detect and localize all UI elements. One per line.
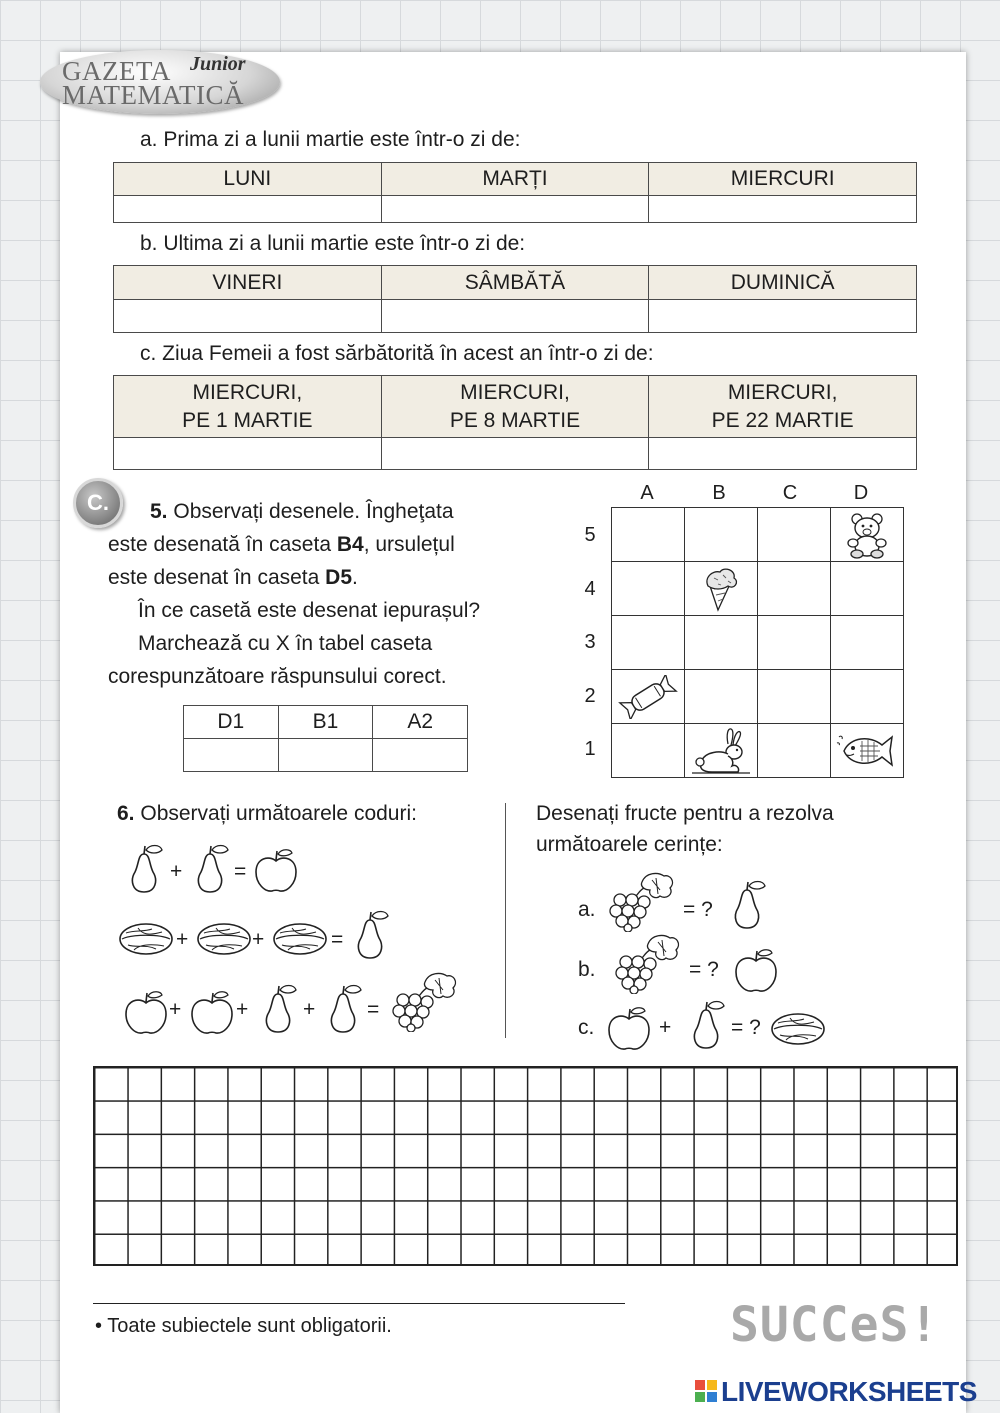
vertical-separator bbox=[505, 803, 506, 1038]
exercise5-text-1: Observați desenele. Îngheţata bbox=[173, 500, 454, 523]
grid-cell-d2 bbox=[831, 670, 904, 724]
equals-sign: = bbox=[367, 998, 380, 1021]
footer-divider bbox=[93, 1303, 625, 1304]
option-c-2-line2: PE 8 MARTIE bbox=[449, 408, 581, 432]
grid-row-5: 5 bbox=[584, 524, 596, 546]
answer-option-d1: D1 bbox=[184, 706, 279, 739]
grid-cell-b5 bbox=[685, 508, 758, 562]
option-c-1 bbox=[114, 376, 382, 438]
task-b-label: b. bbox=[578, 958, 596, 981]
walnut-icon bbox=[272, 922, 328, 956]
liveworksheets-logo-icon bbox=[695, 1380, 717, 1402]
option-c-1-line2: PE 1 MARTIE bbox=[182, 408, 313, 432]
ice-cream-icon bbox=[696, 564, 746, 614]
grid-cell-d1 bbox=[831, 724, 904, 778]
equals-sign: = bbox=[331, 928, 344, 951]
answer-cell-b-3[interactable] bbox=[649, 300, 917, 333]
grid-cell-a4 bbox=[612, 562, 685, 616]
logo-line2: MATEMATICĂ bbox=[62, 80, 245, 110]
plus-sign: + bbox=[236, 998, 249, 1021]
pear-icon bbox=[323, 982, 363, 1034]
question-b-table bbox=[113, 265, 917, 333]
apple-icon bbox=[253, 846, 299, 894]
answer-cell-c-2[interactable] bbox=[381, 438, 649, 470]
option-b-duminica: DUMINICĂ bbox=[649, 266, 917, 300]
grid-cell-c2 bbox=[758, 670, 831, 724]
logo-script: Junior bbox=[190, 53, 246, 75]
answer-option-a2: A2 bbox=[373, 706, 468, 739]
answer-cell-d1[interactable] bbox=[184, 739, 279, 772]
pear-icon bbox=[350, 908, 390, 960]
exercise5-period: . bbox=[352, 566, 358, 589]
exercise6-title-text: Observați următoarele coduri: bbox=[140, 802, 417, 825]
question-a-text: a. Prima zi a lunii martie este într-o zi de: bbox=[140, 128, 521, 151]
grid-row-2: 2 bbox=[584, 685, 596, 707]
exercise5-b4: B4 bbox=[336, 533, 364, 556]
exercise5-text-4: este desenat în caseta bbox=[108, 566, 326, 589]
exercise5-instruction-2: corespunzătoare răspunsului corect. bbox=[108, 665, 447, 688]
apple-icon bbox=[189, 988, 235, 1036]
plus-sign: + bbox=[659, 1016, 672, 1039]
apple-icon bbox=[123, 988, 169, 1036]
grid-row-4: 4 bbox=[584, 578, 596, 600]
walnut-icon bbox=[196, 922, 252, 956]
grid-cell-b1 bbox=[685, 724, 758, 778]
option-c-1-line1: MIERCURI, bbox=[192, 380, 303, 404]
plus-sign: + bbox=[252, 928, 265, 951]
plus-sign: + bbox=[169, 998, 182, 1021]
question-a-table bbox=[113, 162, 917, 223]
pear-icon bbox=[124, 842, 164, 894]
answer-cell-a2[interactable] bbox=[373, 739, 468, 772]
answer-cell-c-3[interactable] bbox=[649, 438, 917, 470]
task-c-question: = ? bbox=[731, 1016, 761, 1039]
grid-row-1: 1 bbox=[584, 738, 596, 760]
option-c-2 bbox=[381, 376, 649, 438]
option-c-3-line1: MIERCURI, bbox=[727, 380, 838, 404]
task-a-question: = ? bbox=[683, 898, 713, 921]
pear-icon bbox=[190, 842, 230, 894]
answer-cell-c-1[interactable] bbox=[114, 438, 382, 470]
grid-cell-a1 bbox=[612, 724, 685, 778]
apple-icon bbox=[606, 1004, 652, 1052]
teddy-bear-icon bbox=[840, 511, 894, 559]
option-c-3 bbox=[649, 376, 917, 438]
pear-icon bbox=[258, 982, 298, 1034]
answer-cell-b1[interactable] bbox=[278, 739, 373, 772]
grid-cell-d4 bbox=[831, 562, 904, 616]
option-a-luni: LUNI bbox=[114, 163, 382, 196]
fish-icon bbox=[836, 729, 898, 773]
exercise5-line1 bbox=[108, 495, 548, 528]
grid-cell-a5 bbox=[612, 508, 685, 562]
walnut-icon bbox=[118, 922, 174, 956]
option-b-sambata: SÂMBĂTĂ bbox=[381, 266, 649, 300]
answer-cell-a-2[interactable] bbox=[381, 196, 649, 223]
task-a-label: a. bbox=[578, 898, 596, 921]
exercise5-d5: D5 bbox=[325, 566, 353, 589]
grapes-icon bbox=[606, 870, 676, 932]
grid-cell-b4 bbox=[685, 562, 758, 616]
candy-icon bbox=[617, 675, 679, 719]
grid-cell-b2 bbox=[685, 670, 758, 724]
answer-cell-b-2[interactable] bbox=[381, 300, 649, 333]
gazeta-logo bbox=[40, 50, 280, 114]
grid-cell-c4 bbox=[758, 562, 831, 616]
bunny-icon bbox=[690, 726, 752, 776]
grid-cell-c5 bbox=[758, 508, 831, 562]
grid-col-b: B bbox=[712, 482, 726, 504]
answer-cell-b-1[interactable] bbox=[114, 300, 382, 333]
footer-note: • Toate subiectele sunt obligatorii. bbox=[95, 1315, 392, 1337]
exercise6-right-title-2: următoarele cerințe: bbox=[536, 833, 723, 856]
exercise6-number: 6. bbox=[117, 802, 135, 825]
exercise5-text bbox=[108, 495, 548, 693]
answer-cell-a-3[interactable] bbox=[649, 196, 917, 223]
exercise6-right-title-1: Desenați fructe pentru a rezolva bbox=[536, 802, 834, 825]
grid-col-d: D bbox=[853, 482, 869, 504]
grid-col-a: A bbox=[640, 482, 654, 504]
liveworksheets-text: LIVEWORKSHEETS bbox=[721, 1376, 977, 1407]
equals-sign: = bbox=[234, 860, 247, 883]
answer-option-b1: B1 bbox=[278, 706, 373, 739]
option-b-vineri: VINERI bbox=[114, 266, 382, 300]
grid-cell-c1 bbox=[758, 724, 831, 778]
walnut-icon bbox=[770, 1012, 826, 1046]
grid-cell-a3 bbox=[612, 616, 685, 670]
answer-cell-a-1[interactable] bbox=[114, 196, 382, 223]
plus-sign: + bbox=[170, 860, 183, 883]
apple-icon bbox=[733, 946, 779, 994]
exercise5-line3 bbox=[108, 561, 548, 594]
grid-cell-c3 bbox=[758, 616, 831, 670]
picture-grid bbox=[611, 507, 904, 778]
grid-col-c: C bbox=[782, 482, 798, 504]
pear-icon bbox=[686, 998, 726, 1050]
question-c-table bbox=[113, 375, 917, 470]
option-c-2-line1: MIERCURI, bbox=[460, 380, 570, 404]
task-c-label: c. bbox=[578, 1016, 595, 1039]
option-a-marti: MARȚI bbox=[381, 163, 649, 196]
exercise5-answer-table bbox=[183, 705, 468, 772]
grapes-icon bbox=[389, 970, 459, 1032]
succes-text: SUCCeS! bbox=[730, 1297, 940, 1353]
option-a-miercuri: MIERCURI bbox=[649, 163, 917, 196]
question-c-text: c. Ziua Femeii a fost sărbătorită în acest an într-o zi de: bbox=[140, 342, 654, 365]
plus-sign: + bbox=[303, 998, 316, 1021]
pear-icon bbox=[727, 878, 767, 930]
section-badge: C. bbox=[73, 478, 123, 528]
task-b-question: = ? bbox=[689, 958, 719, 981]
grid-cell-a2 bbox=[612, 670, 685, 724]
drawing-grid[interactable] bbox=[93, 1066, 958, 1266]
exercise5-question: În ce casetă este desenat iepurașul? bbox=[138, 599, 481, 622]
grid-cell-b3 bbox=[685, 616, 758, 670]
logo-line1: GAZETA bbox=[62, 56, 171, 86]
grid-cell-d5 bbox=[831, 508, 904, 562]
option-c-3-line2: PE 22 MARTIE bbox=[711, 408, 854, 432]
grid-cell-d3 bbox=[831, 616, 904, 670]
exercise5-line2 bbox=[108, 528, 548, 561]
plus-sign: + bbox=[176, 928, 189, 951]
grid-row-3: 3 bbox=[584, 631, 596, 653]
exercise5-number: 5. bbox=[150, 500, 168, 523]
exercise5-instruction-1: Marchează cu X în tabel caseta bbox=[138, 632, 433, 655]
question-b-text: b. Ultima zi a lunii martie este într-o zi de: bbox=[140, 232, 526, 255]
exercise5-text-2: este desenată în caseta bbox=[108, 533, 337, 556]
grapes-icon bbox=[612, 932, 682, 994]
exercise6-title bbox=[117, 802, 417, 826]
exercise5-text-3: , ursulețul bbox=[363, 533, 455, 556]
